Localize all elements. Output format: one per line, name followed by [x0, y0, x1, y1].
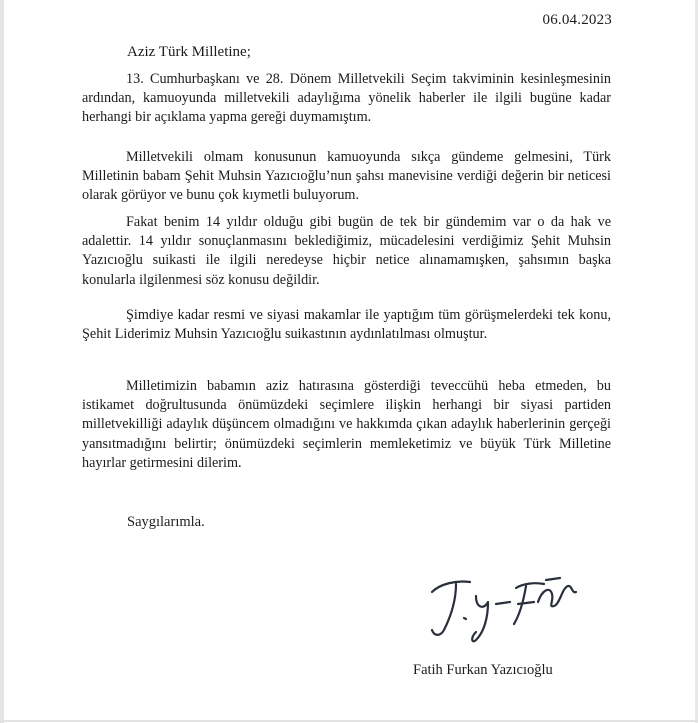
- letter-closing: Saygılarımla.: [127, 514, 205, 530]
- paragraph-5: Milletimizin babamın aziz hatırasına gösterdiği teveccühü heba etmeden, bu istikamet doğrultusunda önümüzdeki seçimlere ilişkin herhangi bir siyasi partiden milletvekilliği adaylık düşüncem olmadığını ve hakkımda çıkan adaylık haberlerinin gerçeği yansıtmadığını belirtir; önümüzdeki seçimlerin memleketimiz ve büyük Türk Milletine hayırlar getirmesini dilerim.: [82, 378, 611, 471]
- paragraph-2: Milletvekili olmam konusunun kamuoyunda sıkça gündeme gelmesini, Türk Milletinin babam Şehit Muhsin Yazıcıoğlu’nun şahsı manevisine verdiği değerin bir neticesi olarak görüyor ve bunu çok kıymetli buluyorum.: [82, 149, 611, 204]
- handwritten-signature: [426, 574, 586, 646]
- paragraph-3: Fakat benim 14 yıldır olduğu gibi bugün de tek bir gündemim var o da hak ve adalettir. 14 yıldır sonuçlanmasını beklediğimiz, mücadelesini verdiğimiz Şehit Muhsin Yazıcıoğlu suikasti ile ilgili neredeyse hiçbir netice alınamamışken, şahsımın başka konularla ilgilenmesi söz konusu değildir.: [82, 214, 611, 288]
- paragraph-4: Şimdiye kadar resmi ve siyasi makamlar ile yaptığım tüm görüşmelerdeki tek konu, Şehit Liderimiz Muhsin Yazıcıoğlu suikastının aydınlatılması olmuştur.: [82, 307, 611, 343]
- signer-name: Fatih Furkan Yazıcıoğlu: [413, 662, 553, 678]
- letter-salutation: Aziz Türk Milletine;: [127, 44, 251, 60]
- paragraph-1: 13. Cumhurbaşkanı ve 28. Dönem Milletvekili Seçim takviminin kesinleşmesinin ardından, kamuoyunda milletvekili adaylığıma yönelik haberler ile ilgili bugüne kadar herhangi bir açıklama yapma gereği duymamıştım.: [82, 71, 611, 126]
- letter-date: 06.04.2023: [542, 12, 612, 28]
- bottom-frame-edge: [0, 720, 698, 722]
